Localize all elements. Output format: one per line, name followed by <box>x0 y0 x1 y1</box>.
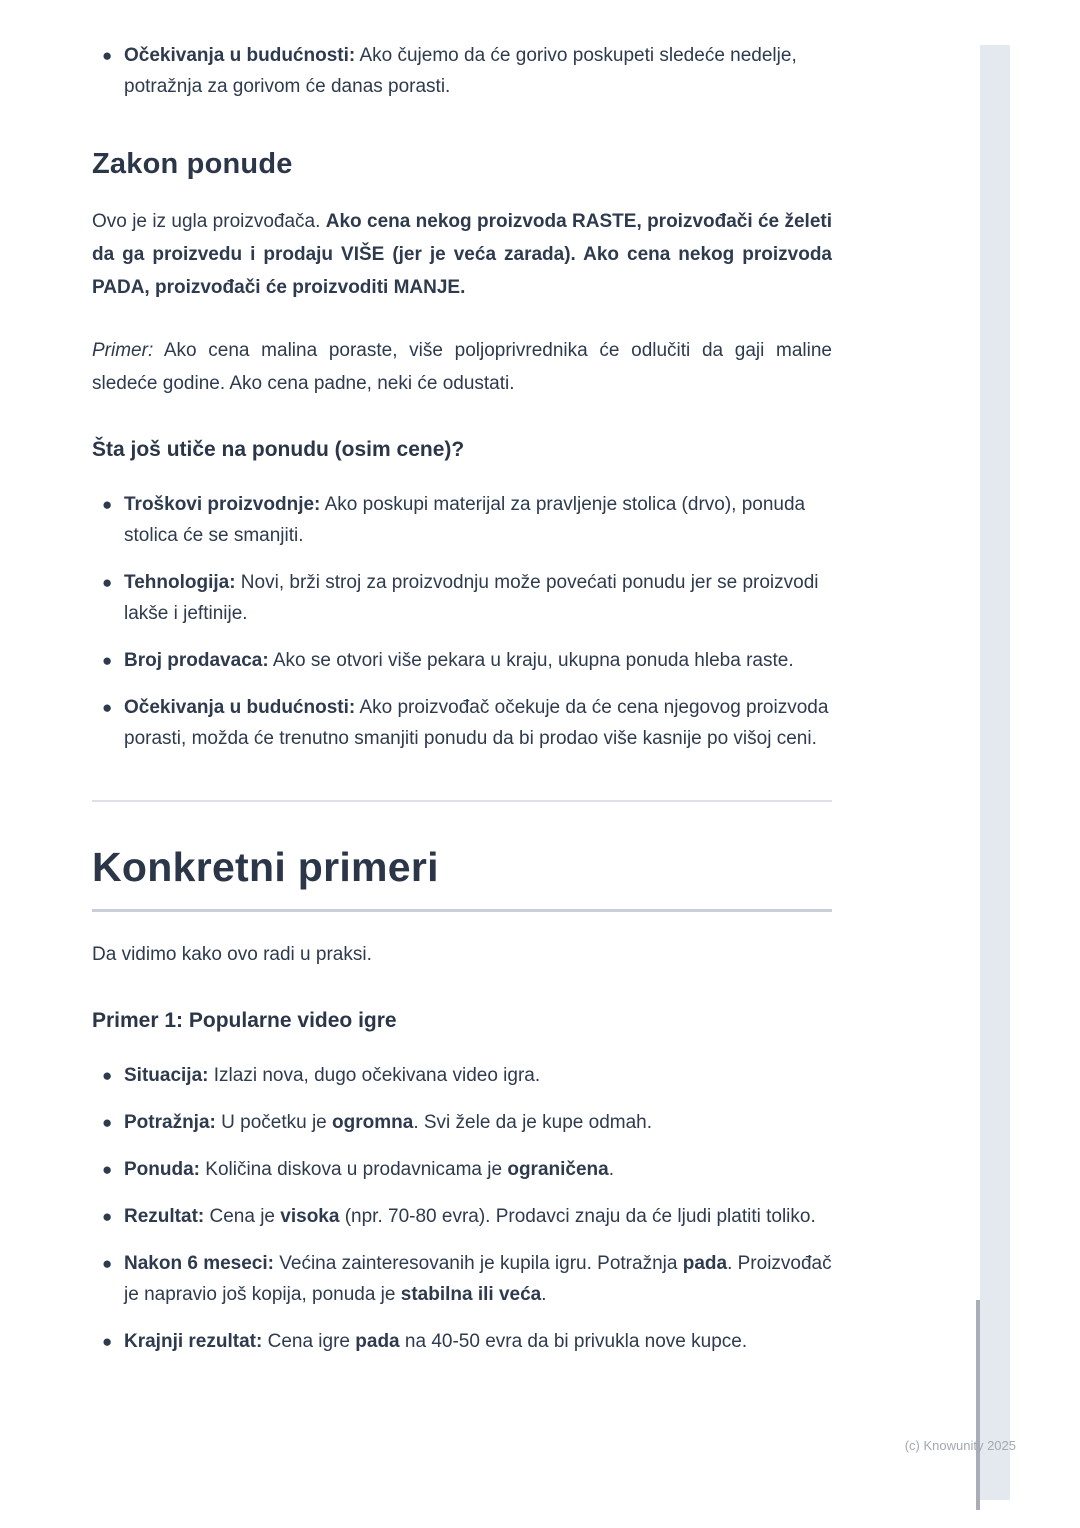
bullet-icon: ● <box>102 495 113 514</box>
list-item <box>92 645 832 676</box>
list-item <box>92 1107 832 1138</box>
list-item-text: Tehnologija: Novi, brži stroj za proizvodnju može povećati ponudu jer se proizvodi lakše i jeftinije. <box>124 572 819 624</box>
bullet-icon: ● <box>102 1332 113 1351</box>
list-item-text: Krajnji rezultat: Cena igre pada na 40-50 evra da bi privukla nove kupce. <box>124 1331 748 1352</box>
list-item-text: Očekivanja u budućnosti: Ako čujemo da će gorivo poskupeti sledeće nedelje, potražnja za gorivom će danas porasti. <box>124 45 797 97</box>
bullet-icon: ● <box>102 46 113 65</box>
list-item <box>92 1060 832 1091</box>
list-item <box>92 567 832 629</box>
scrollbar-track[interactable] <box>980 45 1010 1500</box>
bullet-icon: ● <box>102 1160 113 1179</box>
list-item-text: Potražnja: U početku je ogromna. Svi žele da je kupe odmah. <box>124 1112 653 1133</box>
primer-paragraph: Primer: Ako cena malina poraste, više poljoprivrednika će odlučiti da gaji maline sledeće godine. Ako cena padne, neki će odustati. <box>92 340 832 394</box>
page-heading-konkretni-primeri: Konkretni primeri <box>92 844 832 912</box>
section-divider <box>92 800 832 802</box>
list-item <box>92 1201 832 1232</box>
subsection-heading-supply-factors: Šta još utiče na ponudu (osim cene)? <box>92 438 465 461</box>
bullet-icon: ● <box>102 1113 113 1132</box>
bullet-icon: ● <box>102 1254 113 1273</box>
subsection-heading-primer-1: Primer 1: Popularne video igre <box>92 1009 397 1032</box>
list-item <box>92 1248 832 1310</box>
list-item-text: Nakon 6 meseci: Većina zainteresovanih je kupila igru. Potražnja pada. Proizvođač je napravio još kopija, ponuda je stabilna ili veća. <box>124 1253 832 1305</box>
bullet-icon: ● <box>102 1066 113 1085</box>
supply-paragraph: Ovo je iz ugla proizvođača. Ako cena nekog proizvoda RASTE, proizvođači će želeti da ga proizvedu i prodaju VIŠE (jer je veća zarada). Ako cena nekog proizvoda PADA, proizvođači će proizvoditi MANJE. <box>92 211 832 298</box>
demand-factors-list <box>92 40 832 102</box>
list-item <box>92 692 832 754</box>
document-content <box>92 40 832 1373</box>
bullet-icon: ● <box>102 573 113 592</box>
example1-list <box>92 1060 832 1357</box>
list-item-text: Broj prodavaca: Ako se otvori više pekara u kraju, ukupna ponuda hleba raste. <box>124 650 794 671</box>
list-item-text: Rezultat: Cena je visoka (npr. 70-80 evra). Prodavci znaju da će ljudi platiti toliko. <box>124 1206 816 1227</box>
list-item-text: Situacija: Izlazi nova, dugo očekivana video igra. <box>124 1065 541 1086</box>
scrollbar-thumb[interactable] <box>976 1300 980 1510</box>
list-item-text: Ponuda: Količina diskova u prodavnicama je ograničena. <box>124 1159 614 1180</box>
list-item <box>92 1154 832 1185</box>
bullet-icon: ● <box>102 1207 113 1226</box>
bullet-icon: ● <box>102 698 113 717</box>
list-item <box>92 1326 832 1357</box>
section-heading-zakon-ponude: Zakon ponude <box>92 148 293 180</box>
examples-intro-paragraph: Da vidimo kako ovo radi u praksi. <box>92 944 372 965</box>
bullet-icon: ● <box>102 651 113 670</box>
watermark: (c) Knowunity 2025 <box>904 1438 1016 1453</box>
list-item-text: Troškovi proizvodnje: Ako poskupi materijal za pravljenje stolica (drvo), ponuda stolica će se smanjiti. <box>124 494 806 546</box>
list-item-text: Očekivanja u budućnosti: Ako proizvođač očekuje da će cena njegovog proizvoda porasti, možda će trenutno smanjiti ponudu da bi prodao više kasnije po višoj ceni. <box>124 697 829 749</box>
supply-factors-list <box>92 489 832 754</box>
list-item <box>92 489 832 551</box>
list-item <box>92 40 832 102</box>
